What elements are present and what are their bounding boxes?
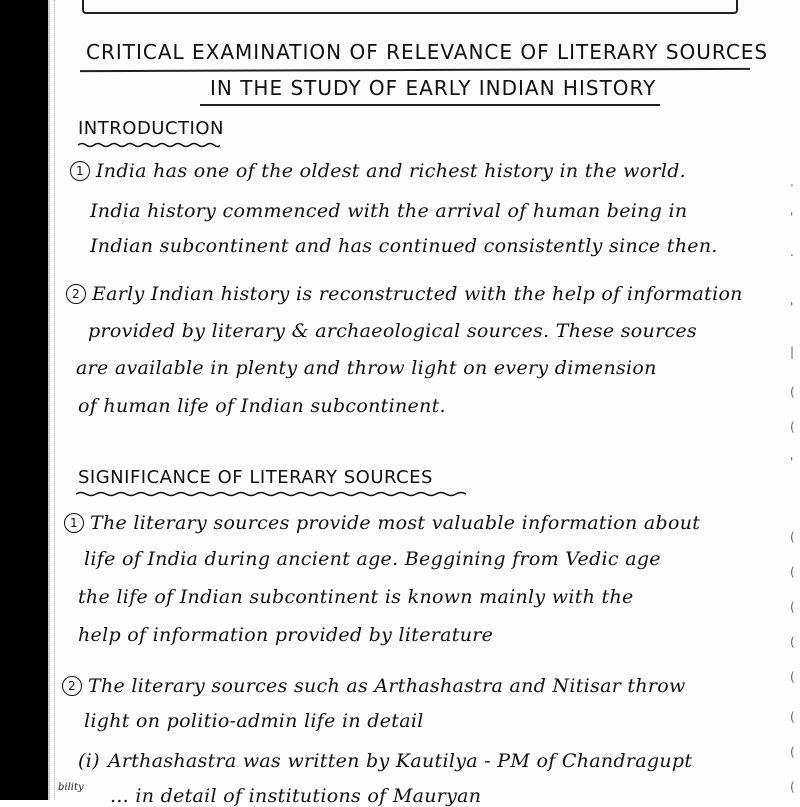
document-title-line1: CRITICAL EXAMINATION OF RELEVANCE OF LITERARY SOURCES [86, 40, 769, 64]
previous-page-box [82, 0, 738, 14]
text-line: 1 India has one of the oldest and richest history in the world. [70, 160, 686, 182]
text-line: life of India during ancient age. Beggining from Vedic age [84, 548, 661, 570]
point-number: 1 [64, 513, 84, 533]
point-number: 2 [66, 284, 86, 304]
text-line: of human life of Indian subcontinent. [78, 395, 446, 417]
wavy-underline [76, 491, 466, 497]
margin-note: bility [58, 782, 84, 793]
title-underline [200, 104, 660, 106]
wavy-underline [78, 142, 220, 148]
page-margin-line [54, 0, 55, 800]
section-heading-significance: SIGNIFICANCE OF LITERARY SOURCES [78, 467, 433, 488]
text-line: 2 Early Indian history is reconstructed with the help of information [66, 283, 743, 305]
right-edge-marks: . ' . ' | ( ( ' ( ( ( ( ( ( ( ( [790, 175, 795, 794]
text-line: help of information provided by literature [78, 624, 494, 646]
text-line: 1 The literary sources provide most valuable information about [64, 512, 700, 534]
section-heading-introduction: INTRODUCTION [78, 118, 224, 139]
subpoint-marker: (i) [78, 750, 100, 772]
point-number: 1 [70, 161, 90, 181]
text-line: provided by literary & archaeological sources. These sources [88, 320, 697, 342]
text-line: India history commenced with the arrival of human being in [90, 200, 688, 222]
text-line: 2 The literary sources such as Arthashastra and Nitisar throw [62, 675, 686, 697]
point-number: 2 [62, 676, 82, 696]
text-line: the life of Indian subcontinent is known mainly with the [78, 586, 634, 608]
scan-black-border [0, 0, 48, 800]
text-line: Indian subcontinent and has continued consistently since then. [90, 235, 718, 257]
text-line: are available in plenty and throw light on every dimension [76, 357, 657, 379]
text-line: (i) Arthashastra was written by Kautilya - PM of Chandragupt [78, 750, 693, 772]
document-title-line2: IN THE STUDY OF EARLY INDIAN HISTORY [210, 76, 657, 100]
text-line: light on politio-admin life in detail [84, 710, 424, 732]
text-line: ... in detail of institutions of Mauryan [110, 785, 482, 807]
